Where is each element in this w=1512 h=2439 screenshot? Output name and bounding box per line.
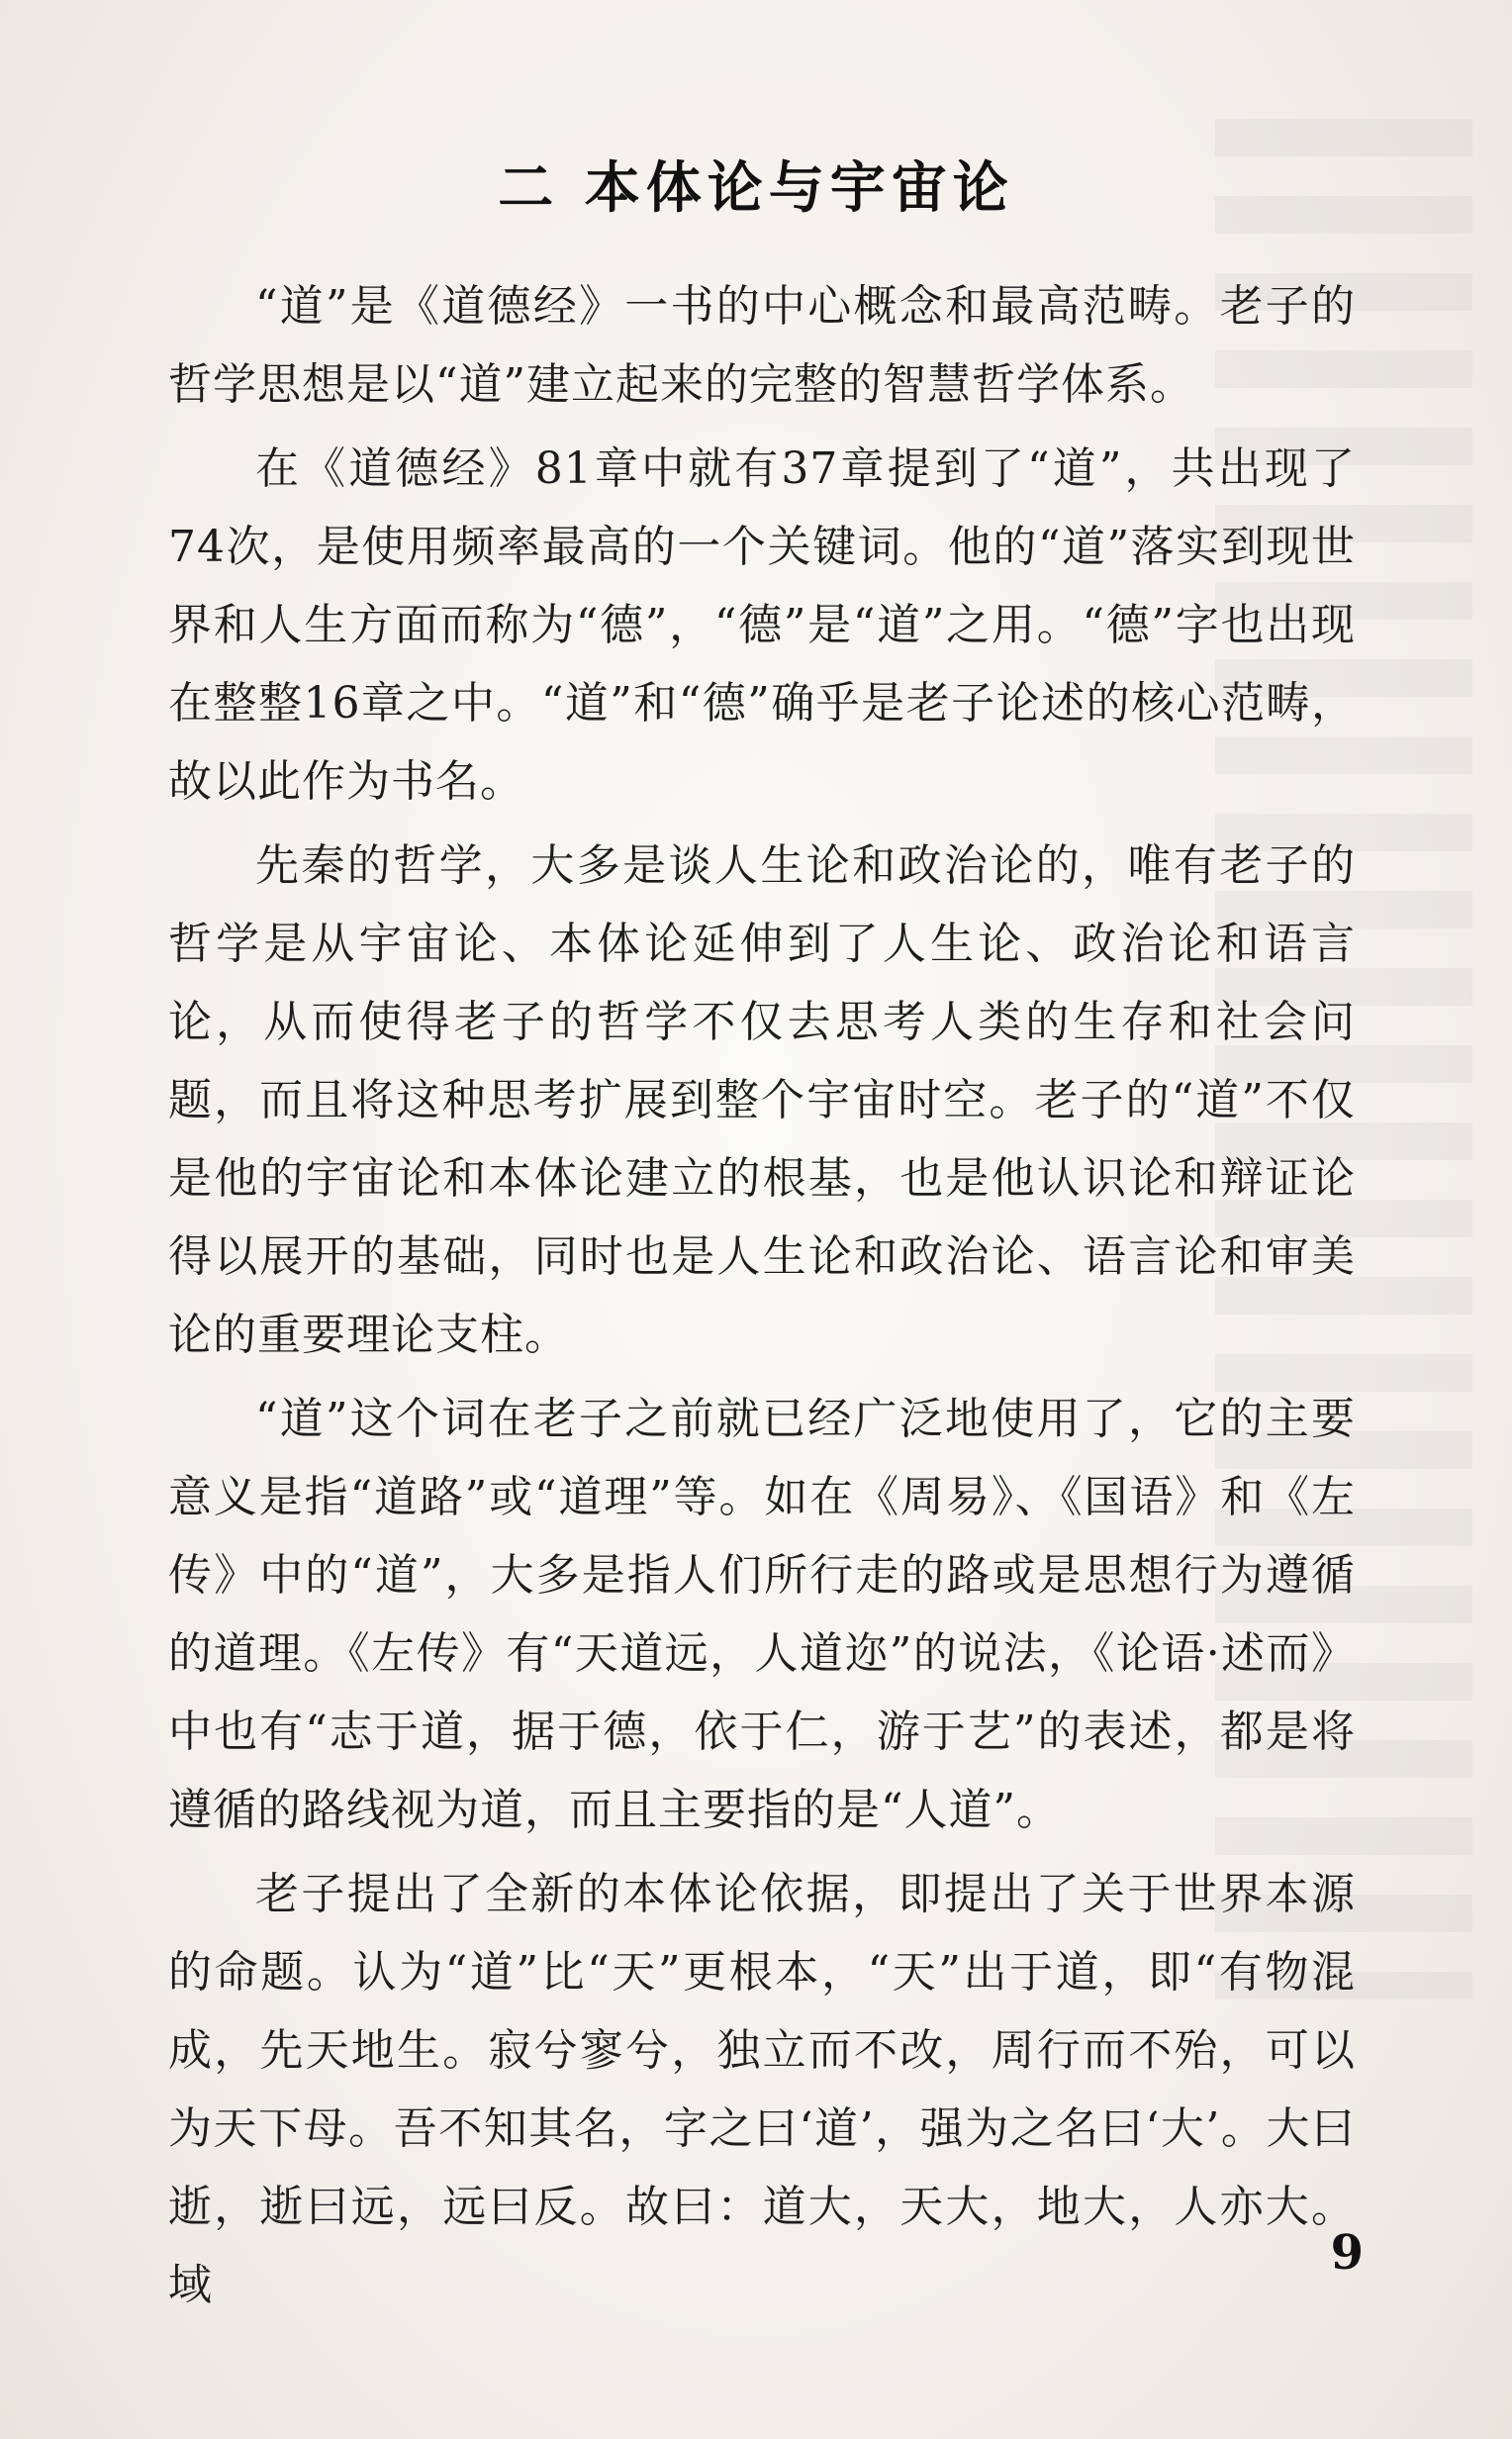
paragraph: 在《道德经》81章中就有37章提到了“道”，共出现了74次，是使用频率最高的一个关键词。他的“道”落实到现世界和人生方面而称为“德”，“德”是“道”之用。“德”字也出现在整整16章之中。“道”和“德”确乎是老子论述的核心范畴，故以此作为书名。 [168, 443, 1356, 807]
paragraph: 老子提出了全新的本体论依据，即提出了关于世界本源的命题。认为“道”比“天”更根本，“天”出于道，即“有物混成，先天地生。寂兮寥兮，独立而不改，周行而不殆，可以为天下母。吾不知其名，字之曰‘道’，强为之名曰‘大’。大曰逝，逝曰远，远曰反。故曰：道大，天大，地大，人亦大。域 [168, 1869, 1356, 2310]
paragraph: “道”是《道德经》一书的中心概念和最高范畴。老子的哲学思想是以“道”建立起来的完整的智慧哲学体系。 [168, 281, 1356, 410]
body-text [168, 267, 1356, 2330]
page-number: 9 [1330, 2225, 1364, 2281]
paragraph: 先秦的哲学，大多是谈人生论和政治论的，唯有老子的哲学是从宇宙论、本体论延伸到了人生论、政治论和语言论，从而使得老子的哲学不仅去思考人类的生存和社会问题，而且将这种思考扩展到整个宇宙时空。老子的“道”不仅是他的宇宙论和本体论建立的根基，也是他认识论和辩证论得以展开的基础，同时也是人生论和政治论、语言论和审美论的重要理论支柱。 [168, 840, 1356, 1360]
paragraph: “道”这个词在老子之前就已经广泛地使用了，它的主要意义是指“道路”或“道理”等。如在《周易》、《国语》和《左传》中的“道”，大多是指人们所行走的路或是思想行为遵循的道理。《左传》有“天道远，人道迩”的说法，《论语·述而》中也有“志于道，据于德，依于仁，游于艺”的表述，都是将遵循的路线视为道，而且主要指的是“人道”。 [168, 1394, 1356, 1835]
section-title: 二 本体论与宇宙论 [498, 155, 1014, 221]
